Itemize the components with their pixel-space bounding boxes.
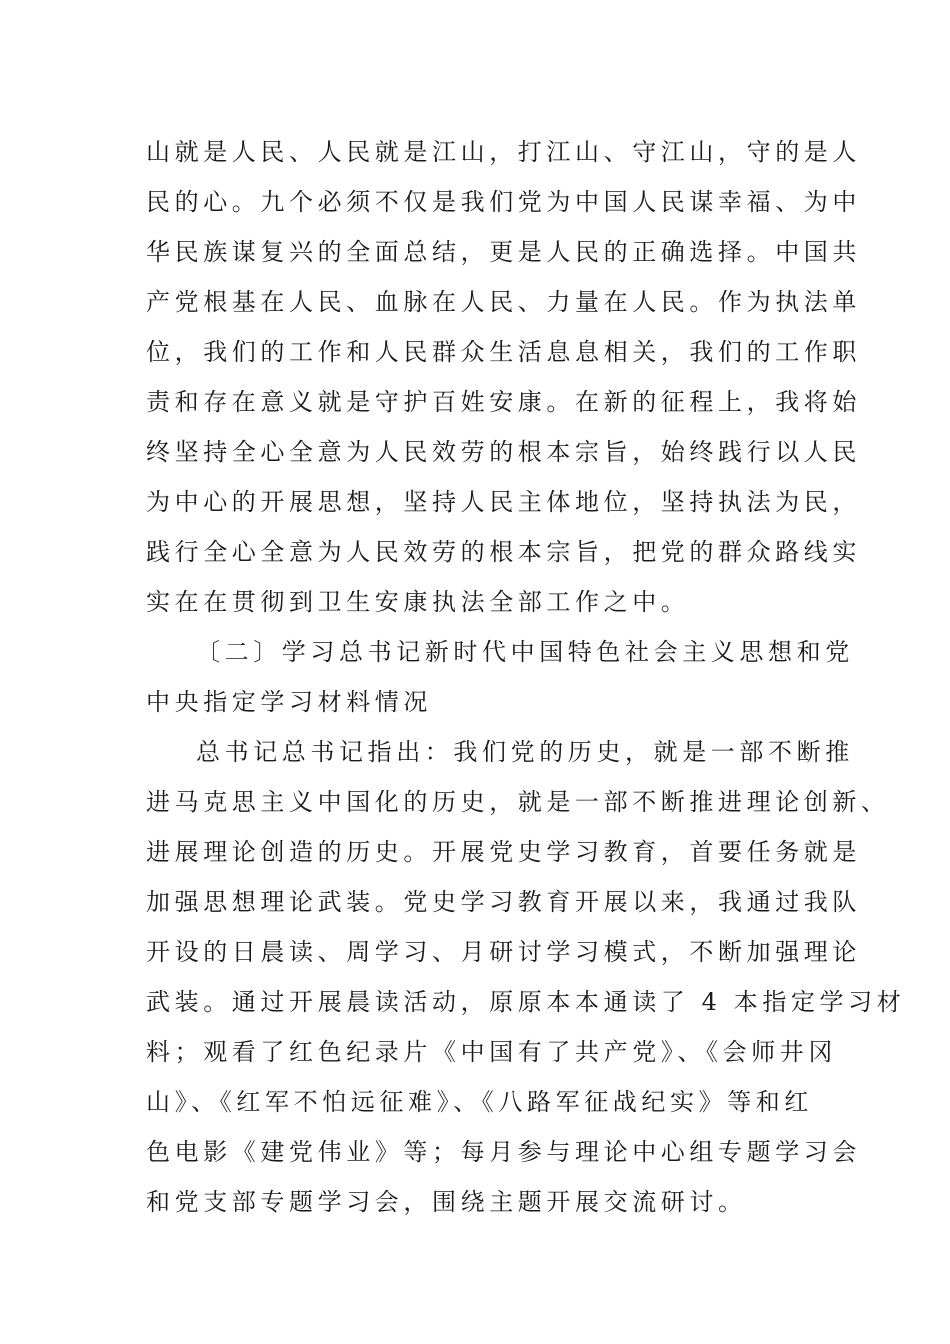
text-line: 进展理论创造的历史。开展党史学习教育，首要任务就是: [146, 838, 861, 866]
text-line: 进马克思主义中国化的历史，就是一部不断推进理论创新、: [146, 788, 890, 816]
text-line: 总书记总书记指出：我们党的历史，就是一部不断推: [196, 738, 854, 766]
text-line: 武装。通过开展晨读活动，原原本本通读了 4 本指定学习材: [146, 988, 906, 1016]
section-heading-line: 中央指定学习材料情况: [146, 688, 432, 716]
text-line: 和党支部专题学习会，围绕主题开展交流研讨。: [146, 1188, 747, 1216]
text-line: 华民族谋复兴的全面总结，更是人民的正确选择。中国共: [146, 238, 861, 266]
text-line: 为中心的开展思想，坚持人民主体地位，坚持执法为民，: [146, 488, 861, 516]
text-line: 践行全心全意为人民效劳的根本宗旨，把党的群众路线实: [146, 538, 861, 566]
text-line: 山》、《红军不怕远征难》、《八路军征战纪实》等和红: [146, 1088, 813, 1116]
text-line: 色电影《建党伟业》等；每月参与理论中心组专题学习会: [146, 1138, 861, 1166]
text-line: 开设的日晨读、周学习、月研讨学习模式，不断加强理论: [146, 938, 861, 966]
text-line: 民的心。九个必须不仅是我们党为中国人民谋幸福、为中: [146, 188, 861, 216]
text-line: 料；观看了红色纪录片《中国有了共产党》、《会师井冈: [146, 1038, 837, 1066]
text-line: 终坚持全心全意为人民效劳的根本宗旨，始终践行以人民: [146, 438, 861, 466]
text-line: 位，我们的工作和人民群众生活息息相关，我们的工作职: [146, 338, 861, 366]
text-line: 实在在贯彻到卫生安康执法全部工作之中。: [146, 588, 690, 616]
section-heading-line: 〔二〕学习总书记新时代中国特色社会主义思想和党: [196, 638, 854, 666]
text-line: 责和存在意义就是守护百姓安康。在新的征程上，我将始: [146, 388, 861, 416]
text-line: 山就是人民、人民就是江山，打江山、守江山，守的是人: [146, 138, 861, 166]
text-line: 加强思想理论武装。党史学习教育开展以来，我通过我队: [146, 888, 861, 916]
text-line: 产党根基在人民、血脉在人民、力量在人民。作为执法单: [146, 288, 861, 316]
